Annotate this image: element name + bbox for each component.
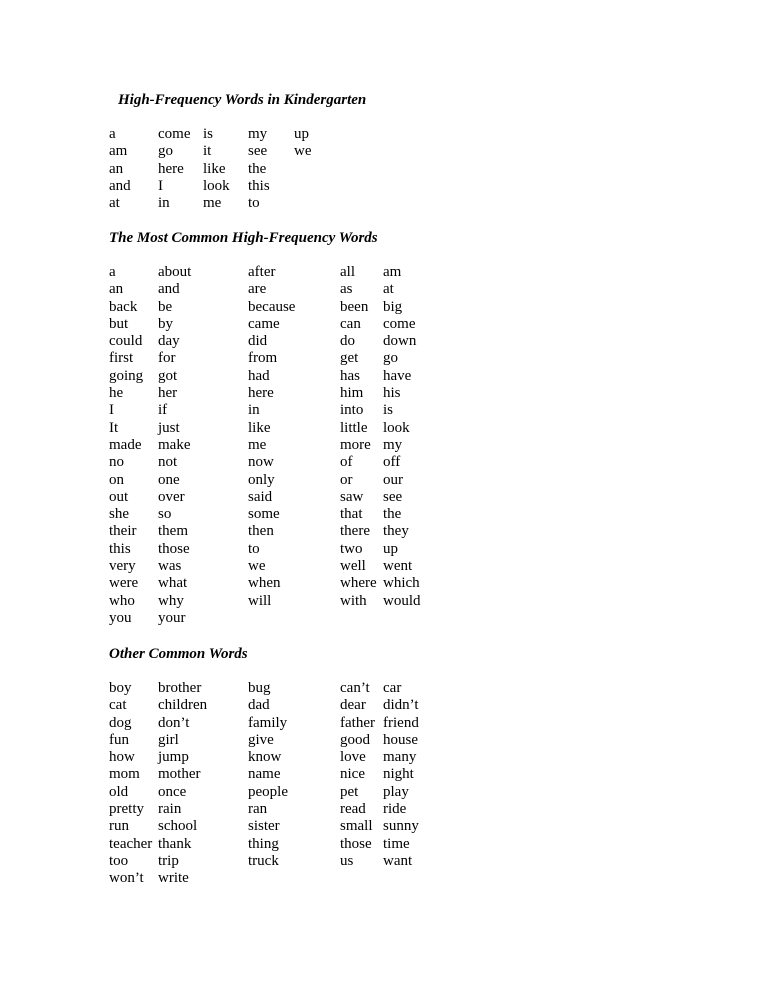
word: saw (340, 488, 364, 505)
word: from (248, 350, 278, 367)
word: them (158, 523, 188, 540)
word: they (383, 523, 409, 540)
word: up (383, 540, 398, 557)
word: an (109, 281, 124, 298)
word-column (340, 264, 377, 610)
word: would (383, 592, 421, 609)
word-column (248, 680, 288, 870)
word: people (248, 783, 288, 800)
word: was (158, 558, 182, 575)
word: she (109, 506, 129, 523)
word: be (158, 298, 173, 315)
word-column (109, 680, 152, 888)
word: we (294, 143, 312, 160)
word: brother (158, 680, 202, 696)
word: one (158, 471, 180, 488)
word: why (158, 592, 184, 609)
word: over (158, 488, 185, 505)
word: this (248, 177, 270, 194)
word: dog (109, 714, 132, 731)
word: into (340, 402, 364, 419)
word: can (340, 315, 361, 332)
word: because (248, 298, 296, 315)
word: write (158, 870, 189, 887)
word: when (248, 575, 281, 592)
word-column (340, 680, 375, 870)
word: nice (340, 766, 365, 783)
word: then (248, 523, 274, 540)
word: small (340, 818, 373, 835)
word-column (158, 680, 207, 888)
word: at (383, 281, 394, 298)
word-column (294, 126, 312, 161)
word: pretty (109, 801, 144, 818)
word: our (383, 471, 403, 488)
word: are (248, 281, 267, 298)
word: sunny (383, 818, 419, 835)
word: more (340, 436, 371, 453)
word: now (248, 454, 274, 471)
word: in (158, 195, 170, 212)
word: good (340, 731, 370, 748)
word: don’t (158, 714, 190, 731)
word: her (158, 385, 178, 402)
word: your (158, 609, 186, 626)
word: I (158, 177, 163, 194)
word: said (248, 488, 273, 505)
word: friend (383, 714, 419, 731)
word: me (203, 195, 222, 212)
word: go (383, 350, 398, 367)
word: am (109, 143, 128, 160)
word: want (383, 852, 413, 869)
word: an (109, 160, 124, 177)
word: teacher (109, 835, 153, 852)
word: once (158, 783, 187, 800)
word-column (158, 126, 190, 212)
word: is (383, 402, 394, 419)
word: didn’t (383, 697, 419, 714)
word: you (109, 609, 132, 626)
word: mom (109, 766, 140, 783)
word: house (383, 731, 418, 748)
word: us (340, 852, 354, 869)
word: too (109, 852, 129, 869)
word: make (158, 436, 191, 453)
word: were (109, 575, 139, 592)
word: pet (340, 783, 359, 800)
word: by (158, 315, 173, 332)
word: it (203, 143, 212, 160)
word: no (109, 454, 124, 471)
word: down (383, 333, 417, 350)
word: come (383, 315, 416, 332)
word: day (158, 333, 180, 350)
word: those (158, 540, 190, 557)
word: thank (158, 835, 192, 852)
word: and (158, 281, 180, 298)
word: come (158, 126, 191, 142)
word-column (383, 264, 421, 610)
word: some (248, 506, 280, 523)
word: cat (109, 697, 127, 714)
word: went (383, 558, 413, 575)
word-column (109, 126, 131, 212)
word: to (248, 540, 260, 557)
word: am (383, 264, 402, 280)
word: of (340, 454, 353, 471)
word: not (158, 454, 178, 471)
word-column (158, 264, 191, 627)
word: fun (109, 731, 129, 748)
word: dad (248, 697, 270, 714)
word: know (248, 749, 282, 766)
word-column (383, 680, 419, 870)
word: car (383, 680, 402, 696)
word-column (109, 264, 143, 627)
word: me (248, 436, 267, 453)
word: time (383, 835, 410, 852)
word: just (158, 419, 180, 436)
word: like (248, 419, 271, 436)
word: back (109, 298, 138, 315)
word: well (340, 558, 366, 575)
word: children (158, 697, 208, 714)
word: night (383, 766, 414, 783)
word: I (109, 402, 114, 419)
word: where (340, 575, 377, 592)
word: name (248, 766, 281, 783)
word: he (109, 385, 124, 402)
word: about (158, 264, 192, 280)
word: school (158, 818, 198, 835)
word: go (158, 143, 173, 160)
word: we (248, 558, 266, 575)
word: who (109, 592, 135, 609)
word: him (340, 385, 364, 402)
section-title-most-common: The Most Common High-Frequency Words (109, 230, 378, 246)
word: It (109, 419, 119, 436)
word: bug (248, 680, 271, 696)
word: a (109, 264, 116, 280)
word: a (109, 126, 116, 142)
word: off (383, 454, 401, 471)
word: run (109, 818, 129, 835)
word: family (248, 714, 288, 731)
word: for (158, 350, 176, 367)
section-title-other-common: Other Common Words (109, 646, 248, 662)
word: look (383, 419, 410, 436)
word: see (383, 488, 403, 505)
word: out (109, 488, 129, 505)
word: how (109, 749, 135, 766)
word: came (248, 315, 280, 332)
word: in (248, 402, 260, 419)
word: which (383, 575, 420, 592)
word: first (109, 350, 134, 367)
word: and (109, 177, 131, 194)
word: if (158, 402, 168, 419)
word: so (158, 506, 172, 523)
word: their (109, 523, 137, 540)
word: truck (248, 852, 279, 869)
word: have (383, 367, 412, 384)
word: my (248, 126, 268, 142)
word: that (340, 506, 363, 523)
word: could (109, 333, 143, 350)
word: sister (248, 818, 280, 835)
word: two (340, 540, 363, 557)
word: had (248, 367, 270, 384)
word: look (203, 177, 230, 194)
word: girl (158, 731, 179, 748)
word: got (158, 367, 178, 384)
word: made (109, 436, 142, 453)
word: to (248, 195, 260, 212)
word: up (294, 126, 309, 142)
word: this (109, 540, 131, 557)
word: read (340, 801, 366, 818)
word: or (340, 471, 353, 488)
word: many (383, 749, 417, 766)
word: only (248, 471, 275, 488)
word: can’t (340, 680, 370, 696)
word: won’t (109, 870, 144, 887)
word: been (340, 298, 369, 315)
word: here (248, 385, 274, 402)
word: the (383, 506, 402, 523)
word: his (383, 385, 401, 402)
word: boy (109, 680, 132, 696)
word: here (158, 160, 184, 177)
word: what (158, 575, 188, 592)
word: did (248, 333, 268, 350)
word: ride (383, 801, 407, 818)
word: at (109, 195, 120, 212)
word: has (340, 367, 360, 384)
word-column (248, 264, 295, 610)
word: old (109, 783, 129, 800)
word: like (203, 160, 226, 177)
word: as (340, 281, 353, 298)
word: those (340, 835, 372, 852)
word: but (109, 315, 129, 332)
word: big (383, 298, 403, 315)
word-column (203, 126, 230, 212)
word: all (340, 264, 355, 280)
word: get (340, 350, 359, 367)
word: the (248, 160, 267, 177)
word-column (248, 126, 270, 212)
word: trip (158, 852, 179, 869)
word: will (248, 592, 272, 609)
word: see (248, 143, 268, 160)
word: give (248, 731, 274, 748)
section-title-kindergarten: High-Frequency Words in Kindergarten (118, 92, 367, 108)
word: very (109, 558, 136, 575)
word: there (340, 523, 370, 540)
word: father (340, 714, 375, 731)
word: play (383, 783, 409, 800)
word: my (383, 436, 403, 453)
word: dear (340, 697, 366, 714)
word: going (109, 367, 144, 384)
word: thing (248, 835, 279, 852)
word: do (340, 333, 355, 350)
word: is (203, 126, 214, 142)
word: rain (158, 801, 182, 818)
word: ran (248, 801, 268, 818)
word: on (109, 471, 124, 488)
word: mother (158, 766, 201, 783)
word: love (340, 749, 366, 766)
word: after (248, 264, 276, 280)
word: with (340, 592, 367, 609)
word: little (340, 419, 368, 436)
word: jump (158, 749, 189, 766)
